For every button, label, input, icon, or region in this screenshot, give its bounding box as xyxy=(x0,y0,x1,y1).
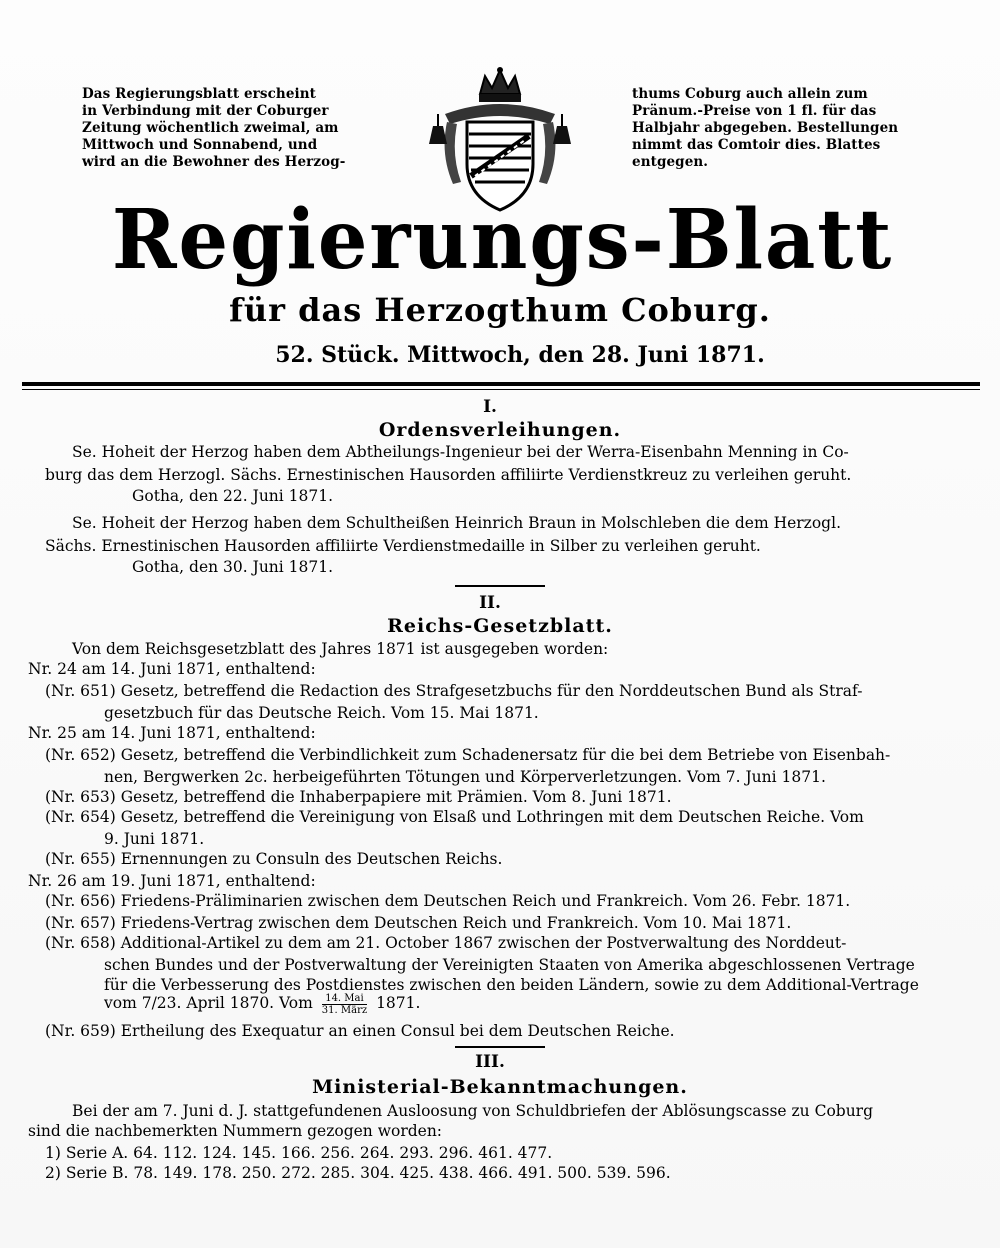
section-number: III. xyxy=(475,1052,505,1072)
text-line: (Nr. 657) Friedens-Vertrag zwischen dem Deutschen Reich und Frankreich. Vom 10. Mai 1871. xyxy=(45,914,792,932)
masthead-subtitle: für das Herzogthum Coburg. xyxy=(229,291,771,329)
section-title: Ministerial-Bekanntmachungen. xyxy=(312,1076,688,1098)
notice-line: wird an die Bewohner des Herzog- xyxy=(82,154,346,170)
section-number: II. xyxy=(479,593,501,613)
text-line: für die Verbesserung des Postdienstes zwischen den beiden Ländern, sowie zu dem Additional-Vertrage xyxy=(104,976,919,994)
notice-line: Mittwoch und Sonnabend, und xyxy=(82,137,318,153)
text-line: (Nr. 654) Gesetz, betreffend die Vereinigung von Elsaß und Lothringen mit dem Deutschen Reiche. Vom xyxy=(45,808,864,826)
text-line-with-fraction xyxy=(104,992,420,1016)
text-line: Se. Hoheit der Herzog haben dem Schultheißen Heinrich Braun in Molschleben die dem Herzogl. xyxy=(72,514,841,532)
text-fragment: 1871. xyxy=(376,994,421,1012)
text-line: schen Bundes und der Postverwaltung der Vereinigten Staaten von Amerika abgeschlossenen Vertrage xyxy=(104,956,915,974)
text-line: Nr. 26 am 19. Juni 1871, enthaltend: xyxy=(28,872,316,890)
text-line: burg das dem Herzogl. Sächs. Ernestinischen Hausorden affiliirte Verdienstkreuz zu verleihen geruht. xyxy=(45,466,852,484)
text-line: 2) Serie B. 78. 149. 178. 250. 272. 285. 304. 425. 438. 466. 491. 500. 539. 596. xyxy=(45,1164,671,1182)
text-line: (Nr. 652) Gesetz, betreffend die Verbindlichkeit zum Schadenersatz für die bei dem Betriebe von Eisenbah- xyxy=(45,746,891,764)
date-fraction xyxy=(322,993,367,1016)
text-line: (Nr. 659) Ertheilung des Exequatur an einen Consul bei dem Deutschen Reiche. xyxy=(45,1022,675,1040)
text-line: (Nr. 656) Friedens-Präliminarien zwischen dem Deutschen Reich und Frankreich. Vom 26. Febr. 1871. xyxy=(45,892,851,910)
text-line: nen, Bergwerken 2c. herbeigeführten Tötungen und Körperverletzungen. Vom 7. Juni 1871. xyxy=(104,768,826,786)
notice-line: Zeitung wöchentlich zweimal, am xyxy=(82,120,339,136)
masthead-title: Regierungs-Blatt xyxy=(111,192,894,288)
notice-line: Pränum.-Preise von 1 fl. für das xyxy=(632,103,877,119)
notice-line: thums Coburg auch allein zum xyxy=(632,86,868,102)
text-line: Nr. 25 am 14. Juni 1871, enthaltend: xyxy=(28,724,316,742)
text-line: Nr. 24 am 14. Juni 1871, enthaltend: xyxy=(28,660,316,678)
notice-line: Das Regierungsblatt erscheint xyxy=(82,86,316,102)
text-line: (Nr. 655) Ernennungen zu Consuln des Deutschen Reichs. xyxy=(45,850,503,868)
header-rule xyxy=(22,382,980,386)
text-line: 1) Serie A. 64. 112. 124. 145. 166. 256. 264. 293. 296. 461. 477. xyxy=(45,1144,553,1162)
section-divider xyxy=(455,1046,545,1048)
subscription-notice-right xyxy=(632,86,922,171)
notice-line: Halbjahr abgegeben. Bestellungen xyxy=(632,120,899,136)
text-line: (Nr. 651) Gesetz, betreffend die Redaction des Strafgesetzbuchs für den Norddeutschen Bund als Straf- xyxy=(45,682,863,700)
text-line: (Nr. 653) Gesetz, betreffend die Inhaberpapiere mit Prämien. Vom 8. Juni 1871. xyxy=(45,788,672,806)
text-line: gesetzbuch für das Deutsche Reich. Vom 15. Mai 1871. xyxy=(104,704,539,722)
text-line: Se. Hoheit der Herzog haben dem Abtheilungs-Ingenieur bei der Werra-Eisenbahn Menning in Co- xyxy=(72,443,849,461)
text-fragment: vom 7/23. April 1870. Vom xyxy=(104,994,313,1012)
text-line: Sächs. Ernestinischen Hausorden affiliirte Verdienstmedaille in Silber zu verleihen geruht. xyxy=(45,537,761,555)
issue-line: 52. Stück. Mittwoch, den 28. Juni 1871. xyxy=(275,342,765,368)
text-line: Bei der am 7. Juni d. J. stattgefundenen Ausloosung von Schuldbriefen der Ablösungscasse zu Coburg xyxy=(72,1102,874,1120)
text-line: sind die nachbemerkten Nummern gezogen worden: xyxy=(28,1122,443,1140)
text-line: Gotha, den 22. Juni 1871. xyxy=(132,487,334,505)
text-line: Von dem Reichsgesetzblatt des Jahres 1871 ist ausgegeben worden: xyxy=(72,640,609,658)
text-line: (Nr. 658) Additional-Artikel zu dem am 21. October 1867 zwischen der Postverwaltung des Norddeut- xyxy=(45,934,847,952)
section-number: I. xyxy=(483,397,497,417)
header-rule-thin xyxy=(22,389,980,390)
notice-line: nimmt das Comtoir dies. Blattes xyxy=(632,137,881,153)
notice-line: entgegen. xyxy=(632,154,709,170)
section-divider xyxy=(455,585,545,587)
fraction-numerator: 14. Mai xyxy=(322,993,367,1005)
fraction-denominator: 31. März xyxy=(321,1004,368,1016)
notice-line: in Verbindung mit der Coburger xyxy=(82,103,329,119)
subscription-notice-left xyxy=(82,86,382,171)
section-title: Ordensverleihungen. xyxy=(378,419,622,441)
text-line: 9. Juni 1871. xyxy=(104,830,205,848)
text-line: Gotha, den 30. Juni 1871. xyxy=(132,558,334,576)
section-title: Reichs-Gesetzblatt. xyxy=(387,615,613,637)
